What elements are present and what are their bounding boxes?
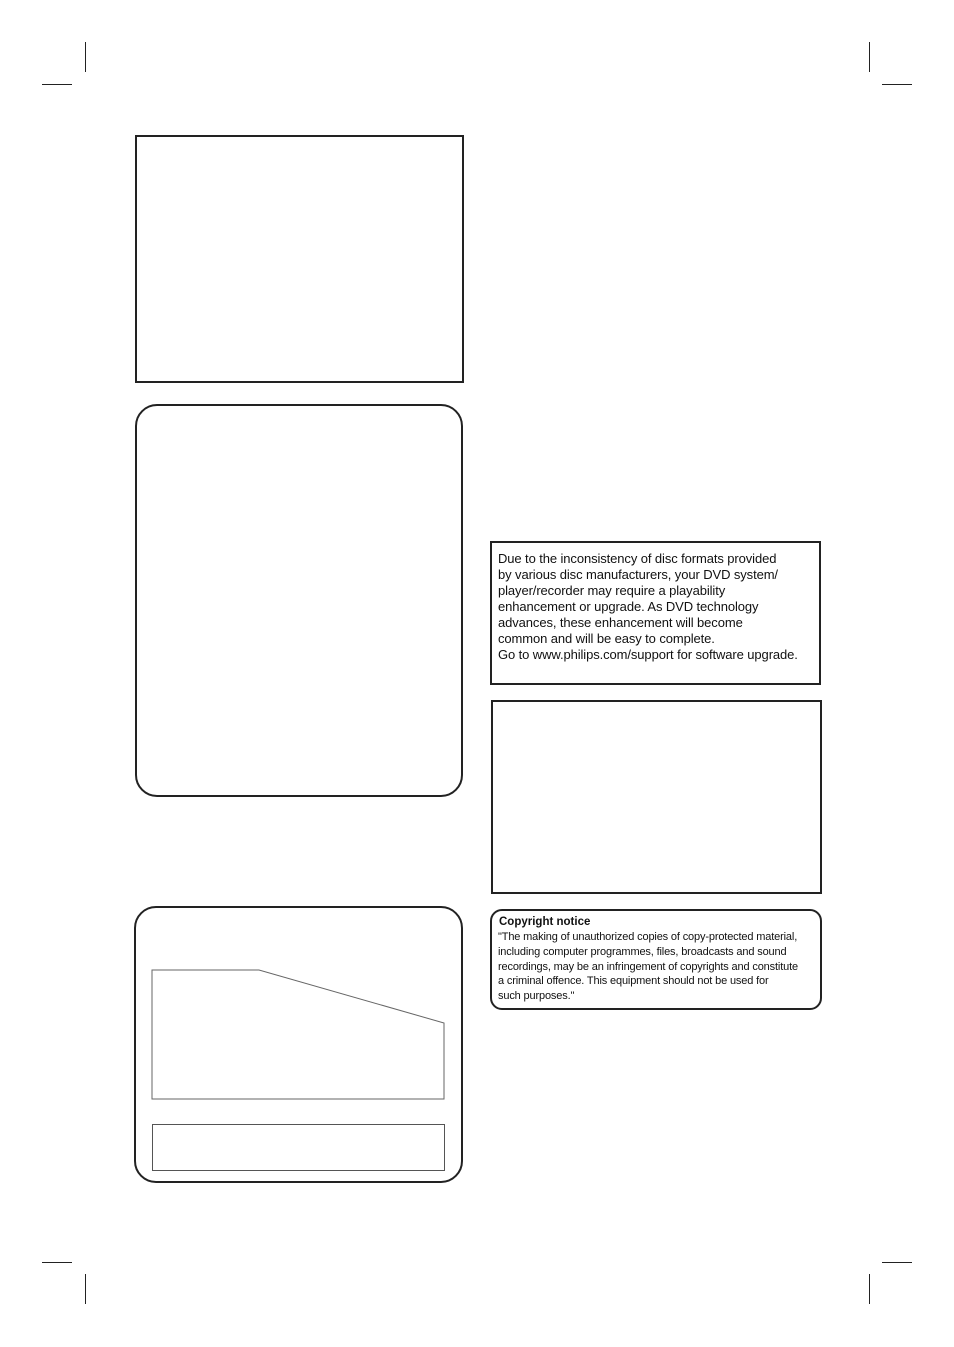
top-left-empty-frame <box>135 135 464 383</box>
crop-mark-top-right-vertical <box>869 42 870 72</box>
copyright-line: "The making of unauthorized copies of copy-protected material, <box>498 931 798 943</box>
disc-notice-line: player/recorder may require a playability <box>498 583 726 598</box>
copyright-notice-text <box>498 930 820 1004</box>
disc-notice-line: by various disc manufacturers, your DVD system/ <box>498 567 778 582</box>
copyright-line: such purposes." <box>498 990 575 1003</box>
crop-mark-bottom-left-horizontal <box>42 1262 72 1263</box>
disc-notice-line: Go to www.philips.com/support for software upgrade. <box>498 647 798 662</box>
copyright-notice-title: Copyright notice <box>499 916 591 928</box>
crop-mark-bottom-right-horizontal <box>882 1262 912 1263</box>
crop-mark-top-left-vertical <box>85 42 86 72</box>
label-placeholder-strip <box>152 1124 445 1171</box>
crop-mark-bottom-left-vertical <box>85 1274 86 1304</box>
disc-format-notice-text <box>498 551 820 663</box>
crop-mark-top-right-horizontal <box>882 84 912 85</box>
crop-mark-bottom-right-vertical <box>869 1274 870 1304</box>
middle-left-rounded-frame <box>135 404 463 797</box>
disc-notice-line: Due to the inconsistency of disc formats provided <box>498 551 777 566</box>
copyright-line: a criminal offence. This equipment should not be used for <box>498 975 769 988</box>
disc-notice-line: common and will be easy to complete. <box>498 631 715 646</box>
label-placeholder-shape <box>150 968 446 1102</box>
crop-mark-top-left-horizontal <box>42 84 72 85</box>
right-empty-frame <box>491 700 822 894</box>
copyright-line: recordings, may be an infringement of copyrights and constitute <box>498 960 798 973</box>
disc-notice-line: advances, these enhancement will become <box>498 615 743 630</box>
copyright-line: including computer programmes, files, broadcasts and sound <box>498 945 787 958</box>
disc-notice-line: enhancement or upgrade. As DVD technology <box>498 599 759 614</box>
